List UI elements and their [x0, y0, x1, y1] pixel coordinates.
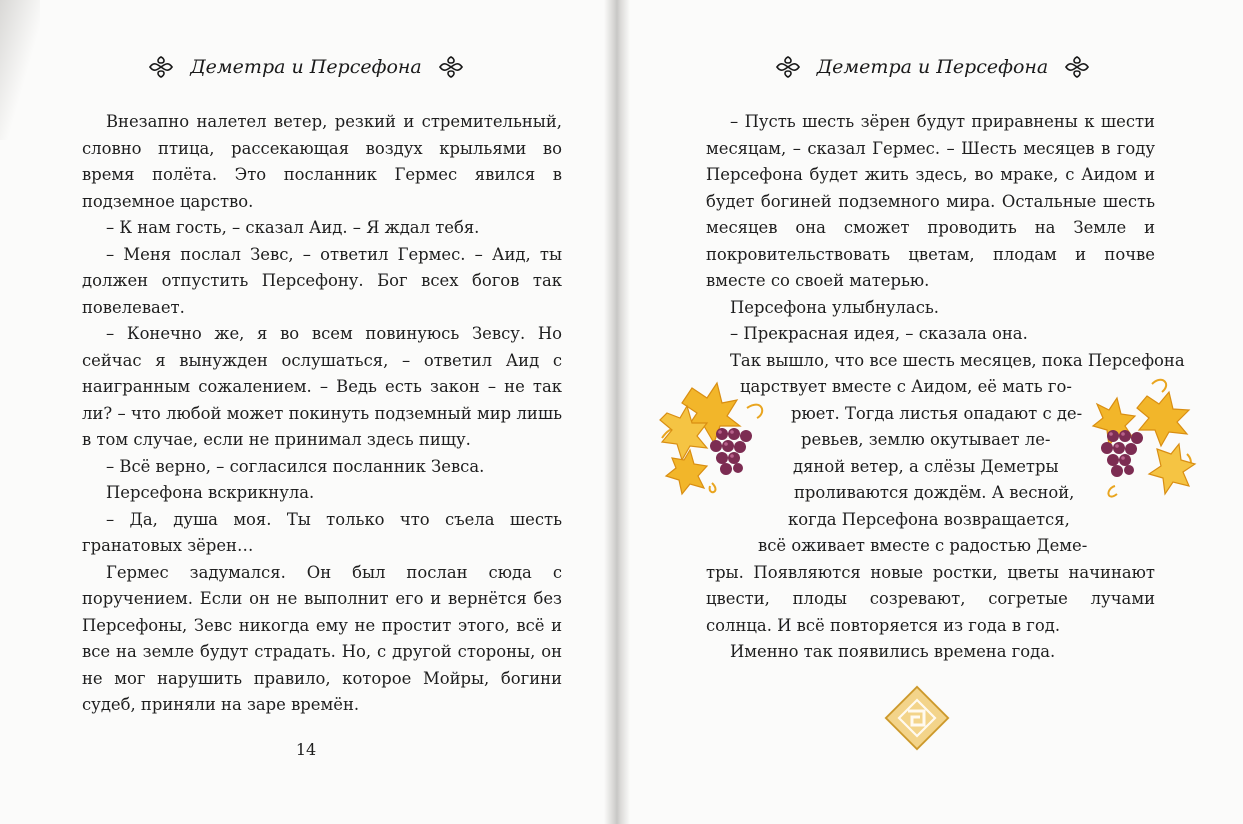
paragraph: тры. Появляются новые ростки, цветы начинают цвести, плоды созревают, согретые лучами солнца. И всё повторяется из года в год. — [706, 562, 1155, 635]
running-header-right — [622, 52, 1243, 82]
wrapped-line: проливаются дождём. А весной, — [794, 483, 1075, 502]
paragraph: – Меня послал Зевс, – ответил Гермес. – Аид, ты должен отпустить Персефону. Бог всех богов так повелевает. — [82, 244, 562, 317]
wrapped-line: ревьев, землю окутывает ле- — [801, 430, 1051, 449]
paragraph: – Пусть шесть зёрен будут приравнены к шести месяцам, – сказал Гермес. – Шесть месяцев в году Персефона будет жить здесь, во мраке, с Аидом и будет богиней подземного мира. Остальные шесть месяцев она сможет проводить на Земле и покровительствовать цветам, плодам и почве вместе со своей матерью. — [706, 112, 1155, 290]
wrapped-line: всё оживает вместе с радостью Деме- — [758, 536, 1088, 555]
running-header-left — [0, 52, 612, 82]
grape-vine-icon — [1077, 374, 1197, 504]
greek-key-emblem-icon — [880, 681, 954, 755]
paragraph: Персефона вскрикнула. — [106, 483, 315, 502]
wrapped-line: царствует вместе с Аидом, её мать го- — [740, 377, 1072, 396]
scroll-flourish-icon — [775, 55, 801, 79]
paragraph: – Прекрасная идея, – сказала она. — [730, 324, 1028, 343]
wrapped-line: рюет. Тогда листья опадают с де- — [791, 403, 1083, 423]
right-page — [622, 0, 1243, 824]
scroll-flourish-icon — [148, 55, 174, 79]
paragraph: Персефона улыбнулась. — [730, 297, 940, 317]
paragraph: Именно так появились времена года. — [730, 642, 1056, 661]
paragraph: – Да, душа моя. Ты только что съела шесть гранатовых зёрен… — [82, 509, 562, 555]
left-body-text — [82, 109, 562, 719]
paragraph: Гермес задумался. Он был послан сюда с поручением. Если он не выполнит его и вернётся без Персефоны, Зевс никогда ему не простит этого, всё и все на земле будут страдать. Но, с другой стороны, он не мог нарушить правило, которое Мойры, богини судеб, приняли на заре времён. — [82, 562, 562, 714]
wrapped-line: дяной ветер, а слёзы Деметры — [793, 456, 1059, 476]
left-page — [0, 0, 612, 824]
book-gutter — [604, 0, 630, 824]
scroll-flourish-icon — [438, 55, 464, 79]
paragraph: – Конечно же, я во всем повинуюсь Зевсу. Но сейчас я вынужден ослушаться, – ответил Аид с наигранным сожалением. – Ведь есть закон – не так ли? – что любой может покинуть подземный мир лишь в том случае, если не принимал здесь пищу. — [82, 324, 562, 449]
paragraph: – К нам гость, – сказал Аид. – Я ждал тебя. — [106, 218, 480, 237]
running-header-title: Деметра и Персефона — [190, 56, 422, 78]
paragraph: Внезапно налетел ветер, резкий и стремительный, словно птица, рассекающая воздух крыльями во время полёта. Это посланник Гермес явился в подземное царство. — [82, 112, 562, 211]
grape-vine-icon — [652, 368, 772, 498]
page-number: 14 — [295, 740, 317, 759]
wrapped-line: Так вышло, что все шесть месяцев, пока Персефона — [730, 350, 1185, 370]
paragraph: – Всё верно, – согласился посланник Зевса. — [106, 456, 485, 476]
running-header-title: Деметра и Персефона — [816, 56, 1049, 78]
wrapped-line: когда Персефона возвращается, — [788, 509, 1070, 529]
scroll-flourish-icon — [1064, 55, 1090, 79]
